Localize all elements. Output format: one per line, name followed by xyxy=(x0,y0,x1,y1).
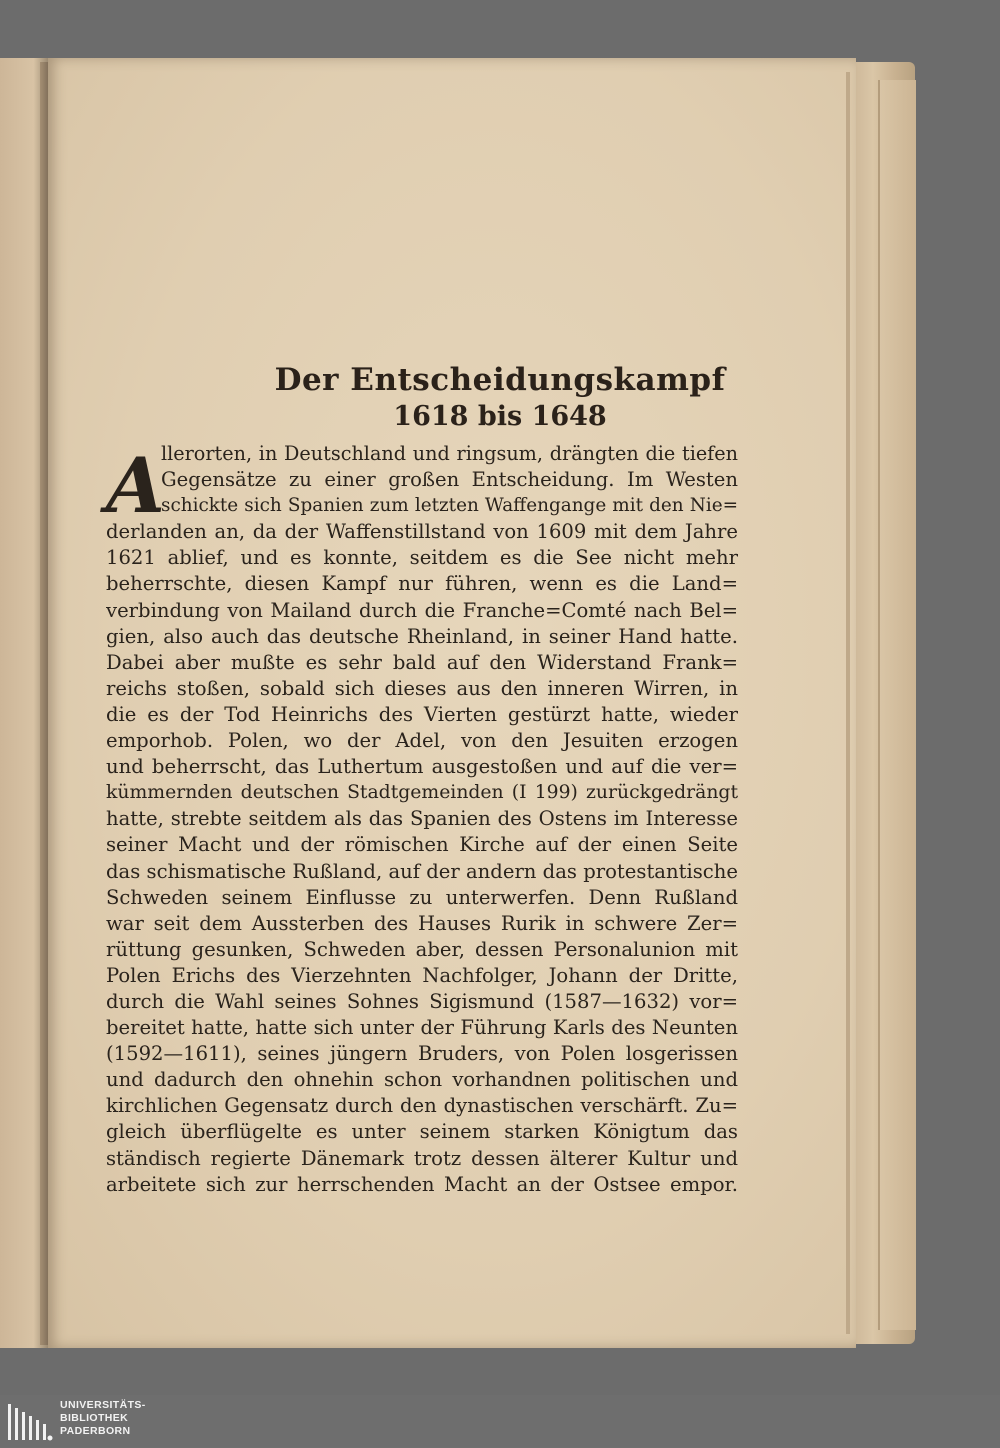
university-library-wordmark xyxy=(60,1399,146,1438)
text-line: reichs stoßen, sobald sich dieses aus den inneren Wirren, in xyxy=(106,676,738,700)
text-line: Schweden seinem Einflusse zu unterwerfen. Denn Rußland xyxy=(106,885,738,909)
university-library-logo-icon xyxy=(6,1400,54,1444)
text-line: llerorten, in Deutschland und ringsum, drängten die tiefen xyxy=(161,442,738,465)
book-cover-spine xyxy=(878,80,916,1330)
footer-bar xyxy=(0,1395,1000,1447)
text-line: emporhob. Polen, wo der Adel, von den Jesuiten erzogen xyxy=(106,729,738,753)
text-line: ständisch regierte Dänemark trotz dessen älterer Kultur und xyxy=(106,1146,738,1170)
wordmark-line-1: UNIVERSITÄTS- xyxy=(60,1399,146,1411)
chapter-body-text xyxy=(106,441,738,1198)
chapter-subtitle-years: 1618 bis 1648 xyxy=(393,401,607,432)
text-line: und beherrscht, das Luthertum ausgestoßen und auf die ver= xyxy=(106,755,738,779)
text-line: arbeitete sich zur herrschenden Macht an der Ostsee empor. xyxy=(106,1172,738,1196)
text-line: bereitet hatte, hatte sich unter der Führung Karls des Neunten xyxy=(106,1016,738,1040)
text-line: rüttung gesunken, Schweden aber, dessen Personalunion mit xyxy=(106,937,738,961)
text-line: 1621 ablief, und es konnte, seitdem es die See nicht mehr xyxy=(106,546,738,570)
wordmark-line-3: PADERBORN xyxy=(60,1425,131,1437)
chapter-title: Der Entscheidungskampf xyxy=(274,362,726,398)
text-line: seiner Macht und der römischen Kirche auf der einen Seite xyxy=(106,833,738,857)
text-line: derlanden an, da der Waffenstillstand von 1609 mit dem Jahre xyxy=(106,520,738,544)
text-line: Gegensätze zu einer großen Entscheidung. Im Westen xyxy=(161,468,738,492)
wordmark-line-2: BIBLIOTHEK xyxy=(60,1412,129,1424)
text-line: Polen Erichs des Vierzehnten Nachfolger, Johann der Dritte, xyxy=(106,963,738,987)
text-line: hatte, strebte seitdem als das Spanien des Ostens im Interesse xyxy=(106,807,738,831)
text-line: und dadurch den ohnehin schon vorhandnen politischen und xyxy=(106,1068,738,1092)
text-line: Dabei aber mußte es sehr bald auf den Widerstand Frank= xyxy=(106,650,738,674)
text-line: schickte sich Spanien zum letzten Waffengange mit den Nie= xyxy=(161,495,738,517)
text-line: verbindung von Mailand durch die Franche=Comté nach Bel= xyxy=(106,598,738,622)
text-line: gien, also auch das deutsche Rheinland, in seiner Hand hatte. xyxy=(106,624,738,648)
text-line: kümmernden deutschen Stadtgemeinden (I 199) zurückgedrängt xyxy=(106,782,738,804)
text-line: beherrschte, diesen Kampf nur führen, wenn es die Land= xyxy=(106,572,738,596)
text-line: durch die Wahl seines Sohnes Sigismund (1587—1632) vor= xyxy=(106,989,738,1013)
page-stack-edge xyxy=(846,72,850,1334)
text-line: war seit dem Aussterben des Hauses Rurik in schwere Zer= xyxy=(106,911,738,935)
text-line: das schismatische Rußland, auf der andern das protestantische xyxy=(106,859,738,883)
text-line: gleich überflügelte es unter seinem starken Königtum das xyxy=(106,1120,738,1144)
drop-cap: A xyxy=(106,441,165,530)
text-line: kirchlichen Gegensatz durch den dynastischen verschärft. Zu= xyxy=(106,1094,738,1118)
text-line: die es der Tod Heinrichs des Vierten gestürzt hatte, wieder xyxy=(106,702,738,726)
text-line: (1592—1611), seines jüngern Bruders, von Polen losgerissen xyxy=(106,1042,738,1066)
